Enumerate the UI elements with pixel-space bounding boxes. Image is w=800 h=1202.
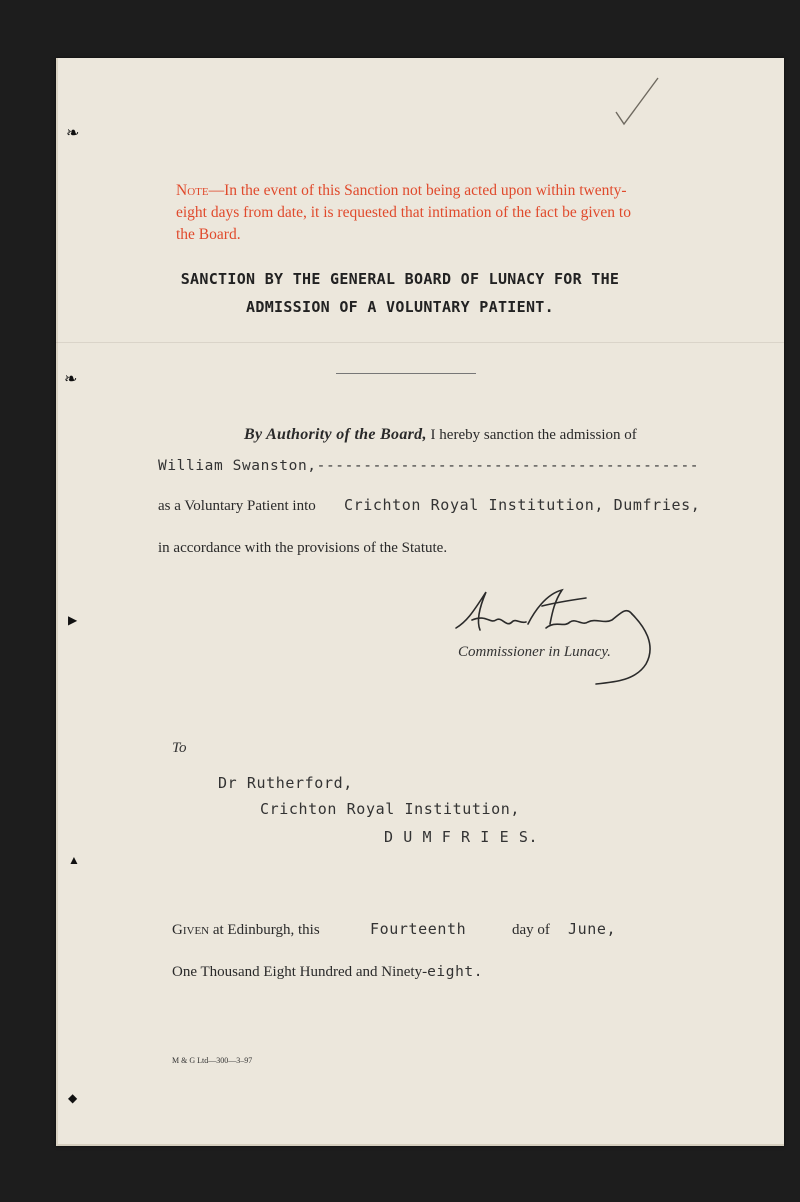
note-lead: Note (176, 182, 209, 199)
year-typed: eight. (427, 964, 484, 980)
voluntary-text: as a Voluntary Patient into (158, 498, 316, 514)
binding-mark: ▲ (68, 853, 80, 867)
year-line (172, 964, 483, 981)
binding-mark: ❧ (66, 125, 80, 142)
year-text: One Thousand Eight Hundred and Ninety- (172, 964, 428, 980)
patient-name: William Swanston, (158, 458, 317, 474)
binding-mark: ▶ (68, 613, 78, 627)
authority-line (244, 426, 637, 444)
commissioner-signature (446, 584, 656, 694)
commissioner-label: Commissioner in Lunacy. (458, 644, 611, 660)
binding-mark: ❧ (64, 371, 78, 388)
page-title-line1: SANCTION BY THE GENERAL BOARD OF LUNACY FOR THE (180, 270, 620, 288)
addressee-name: Dr Rutherford, (218, 774, 353, 792)
printer-code: M & G Ltd—300—3–97 (172, 1056, 253, 1065)
institution-name: Crichton Royal Institution, Dumfries, (344, 496, 701, 514)
note-body: —In the event of this Sanction not being acted upon within twenty-eight days from date, it is requested that intimation of the fact be given to the Board. (176, 182, 631, 243)
addressee-institution: Crichton Royal Institution, (260, 800, 521, 818)
fold-line (56, 342, 784, 343)
statute-text: in accordance with the provisions of the Statute. (158, 540, 448, 556)
to-label: To (172, 740, 187, 756)
patient-line (158, 458, 699, 474)
patient-dashes: ----------------------------------------- (316, 458, 700, 474)
check-mark-icon (612, 74, 662, 130)
authority-phrase: By Authority of the Board, (244, 426, 427, 443)
addressee-town: D U M F R I E S. (384, 828, 539, 846)
given-place: at Edinburgh, this (212, 922, 320, 938)
binding-mark: ◆ (68, 1091, 78, 1105)
given-day: Fourteenth (370, 920, 467, 938)
day-of-text: day of (512, 922, 550, 938)
sanction-text: I hereby sanction the admission of (430, 427, 637, 443)
page-title-line2: ADMISSION OF A VOLUNTARY PATIENT. (246, 298, 554, 316)
note-text (176, 180, 646, 246)
given-lead: Given (172, 922, 210, 938)
divider (336, 373, 476, 374)
given-line (172, 922, 320, 939)
given-month: June, (568, 920, 617, 938)
